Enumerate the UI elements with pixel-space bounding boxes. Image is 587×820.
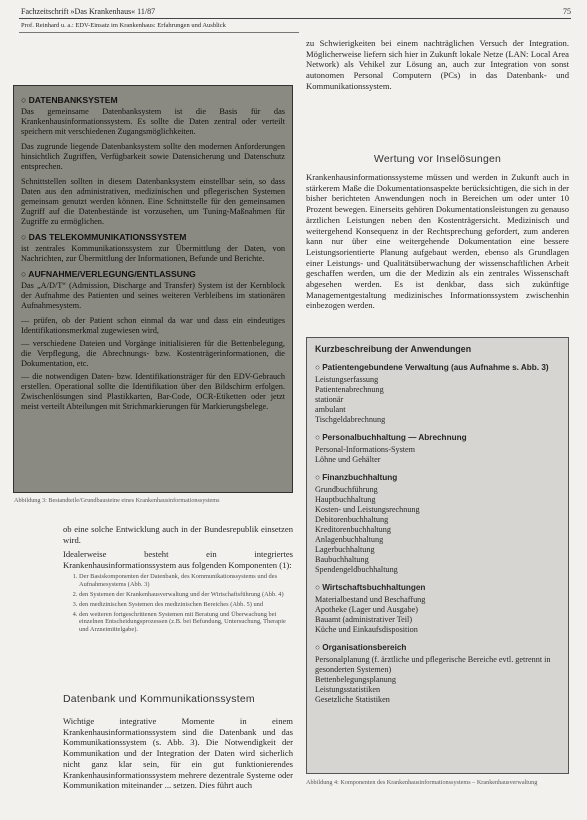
section-text-datenbank-3: Schnittstellen sollten in diesem Datenbanksystem einstellbar sein, so dass Daten aus den administrativen, medizinischen und pflegerischen Systemen gemeinsam genutzt werden können. Eine Schnittstelle für den gemeinsamen Zugriff auf die Datenbestände ist vorzusehen, um Tuning-Maßnahmen für Zugriffe zu ermöglichen. (21, 177, 285, 226)
list-item: Apotheke (Lager und Ausgabe) (315, 605, 418, 614)
list-item: 1. Der Basiskomponenten der Datenbank, des Kommunikationssystems und des Aufnahmesystems (Abb. 3) (79, 573, 293, 589)
header-rule (19, 18, 571, 19)
components-box (13, 85, 293, 493)
category-title: ○ Finanzbuchhaltung (315, 473, 398, 482)
list-item: Bettenbelegungsplanung (315, 675, 396, 684)
author-line: Prof. Reinhard u. a.: EDV-Einsatz im Krankenhaus: Erfahrungen und Ausblick (21, 22, 226, 29)
list-item: Kreditorenbuchhaltung (315, 525, 391, 534)
component-list (63, 573, 293, 634)
section-title-datenbank: ○ DATENBANKSYSTEM (21, 95, 118, 105)
list-item: 2. den Systemen der Krankenhausverwaltung und der Wirtschaftsführung (Abb. 4) (79, 591, 293, 599)
bullet-item: — verschiedene Dateien und Vorgänge initialisieren für die Bettenbelegung, die Verpflegung, die Abrechnungs- bzw. Kostenträgerinformationen, die Dokumentation, etc. (21, 339, 285, 368)
left-components (63, 549, 293, 636)
list-item: Lagerbuchhaltung (315, 545, 375, 554)
list-item: Baubuchhaltung (315, 555, 369, 564)
list-item: Debitorenbuchhaltung (315, 515, 389, 524)
section-title-aufnahme: ○ AUFNAHME/VERLEGUNG/ENTLASSUNG (21, 269, 196, 279)
list-item: Personal-Informations-System (315, 445, 416, 454)
section-heading-wertung: Wertung vor Inselösungen (373, 153, 502, 165)
category-title: ○ Wirtschaftsbuchhaltungen (315, 583, 426, 592)
paragraph: Krankenhausinformationssysteme müssen und werden in Zukunft auch in stärkerem Maße die Dokumentationsaspekte berücksichtigen, die sich in der bisher berichteten Anwendungen noch in Bereichen um oder unter 10 Prozent bewegen. Einerseits gehören Dokumentationsleistungen zu genauso ärztlichen Leistungen neben den Kostenträgersicht. Medizinisch und weitergehend Konsequenz in der Rechtsprechung gefordert, zum anderen kann nur über eine weitergehende Dokumentation eine bessere Leistungsorientierte Planung aufgebaut werden, ebenso als Grundlagen einer Leistungs- und Qualitätsüberwachung der wissenschaftlichen Arbeit geschaffen werden, um die der Medizin als ein zentrales Wissenschaft abgesehen werden. Es ist denkbar, dass sich zukünftige Managementgestaltung medizinisches Informationssystem zwischenhin einbezogen werden. (306, 172, 569, 311)
list-item: 3. den medizinischen Systemen des medizinischen Bereiches (Abb. 5) und (79, 601, 293, 609)
list-item: Personalplanung (f. ärztliche und pflegerische Bereiche evtl. getrennt in gesonderten Systemen) (315, 655, 551, 674)
left-main-text (63, 716, 293, 791)
subheader-rule (19, 32, 299, 33)
list-item: Anlagenbuchhaltung (315, 535, 384, 544)
paragraph: Wichtige integrative Momente in einem Krankenhausinformationssystem sind die Datenbank und das Kommunikationssystem (s. Abb. 3). Die Notwendigkeit der Kommunikation und der Integration der Daten wird sicherlich nicht ganz klar sein, für ein gut funktionierendes Krankenhausinformationssystem mehrere dezentrale Systeme oder Kommunikation miteinander ... setzen. Dies führt auch (63, 716, 293, 791)
list-item: Löhne und Gehälter (315, 455, 381, 464)
right-main-text (306, 172, 569, 311)
section-text-datenbank-2: Das zugrunde liegende Datenbanksystem sollte den modernen Anforderungen hinsichtlich Zugriffen, Verfügbarkeit sowie Datensicherung und Datenschutz entsprechen. (21, 142, 285, 171)
list-item: 4. den weiteren fortgeschrittenen Systemen mit Beratung und Überwachung bei einzelnen Entscheidungsprozessen (z.B. bei Befundung, Untersuchung, Therapie und Arzneimittelgabe). (79, 611, 293, 634)
paragraph: zu Schwierigkeiten bei einem nachträglichen Versuch der Integration. Möglicherweise liefern sich hier in Zukunft lokale Netze (LAN: Local Area Network) als Vehikel zur Lösung an, auch zur Integration von sonst autonomen Personal Computern (PCs) in das Datenbank- und Kommunikationssystem. (306, 38, 569, 91)
page-number: 75 (563, 7, 571, 16)
right-intro (306, 38, 569, 92)
journal-header: Fachzeitschrift »Das Krankenhaus« 11/87 (21, 7, 156, 16)
paragraph: ob eine solche Entwicklung auch in der Bundesrepublik einsetzen wird. (63, 524, 293, 545)
section-text-datenbank: Das gemeinsame Datenbanksystem ist die Basis für das Krankenhausinformationssystem. Es sollte die Daten zentral oder verteilt speichern mit verschiedenen Zugangsmöglichkeiten. (21, 107, 285, 136)
list-item: Hauptbuchhaltung (315, 495, 376, 504)
figure-caption-3: Abbildung 3: Bestandteile/Grundbausteine eines Krankenhausinformationssystems (14, 497, 220, 504)
list-item: Leistungsstatistiken (315, 685, 381, 694)
list-item: stationär (315, 395, 344, 404)
list-item: Küche und Einkaufsdisposition (315, 625, 418, 634)
category-title: ○ Organisationsbereich (315, 643, 407, 652)
section-title-telekom: ○ DAS TELEKOMMUNIKATIONSSYSTEM (21, 232, 187, 242)
list-item: Kosten- und Leistungsrechnung (315, 505, 420, 514)
list-item: Materialbestand und Beschaffung (315, 595, 426, 604)
list-item: Patientenabrechnung (315, 385, 384, 394)
applications-box (306, 337, 569, 774)
left-intro (63, 524, 293, 545)
paragraph: Idealerweise besteht ein integriertes Krankenhausinformationssystem aus folgenden Komponenten (1): (63, 549, 293, 570)
list-item: Tischgeldabrechnung (315, 415, 386, 424)
list-item: Gesetzliche Statistiken (315, 695, 390, 704)
list-item: ambulant (315, 405, 346, 414)
applications-title: Kurzbeschreibung der Anwendungen (315, 344, 472, 354)
bullet-item: — die notwendigen Daten- bzw. Identifikationsträger für den EDV-Gebrauch erstellen. Operational sollte die Identifikation über den Bildschirm erfolgen. Zwischenlösungen sind Plastikkarten, Bar-Code, OCR-Etiketten oder jetzt meist verteilt Abteilungen mit Strichmarkierungen für Markierungsbelege. (21, 372, 285, 411)
list-item: Spendengeldbuchhaltung (315, 565, 398, 574)
section-heading-datenbank: Datenbank und Kommunikationssystem (63, 693, 255, 705)
section-text-telekom: ist zentrales Kommunikationssystem zur Übermittlung der Daten, von Nachrichten, zur Übermittlung der Informationen, Befunde und Berichte. (21, 244, 285, 263)
bullet-item: — prüfen, ob der Patient schon einmal da war und dass ein eindeutiges Identifikationsmerkmal zugewiesen wird, (21, 316, 285, 335)
list-item: Bauamt (administrativer Teil) (315, 615, 413, 624)
figure-caption-4: Abbildung 4: Komponenten des Krankenhausinformationssystems – Krankenhausverwaltung (306, 779, 538, 786)
category-title: ○ Personalbuchhaltung — Abrechnung (315, 433, 467, 442)
list-item: Leistungserfassung (315, 375, 379, 384)
category-title: ○ Patientengebundene Verwaltung (aus Aufnahme s. Abb. 3) (315, 363, 549, 372)
section-text-aufnahme: Das „A/D/T“ (Admission, Discharge and Transfer) System ist der Kernblock der Aufnahme des Patienten und seines weiteren Verbleibens im stationären Aufnahmesystem. (21, 281, 285, 310)
list-item: Grundbuchführung (315, 485, 378, 494)
